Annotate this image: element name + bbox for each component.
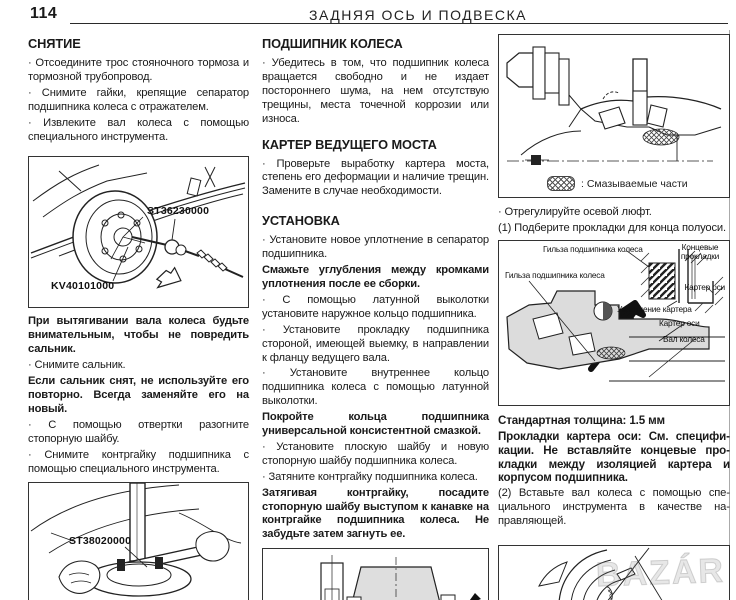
figure-locknut-tool xyxy=(28,482,249,600)
callout-end-shims: Концевые прокладки xyxy=(680,241,720,261)
install-step: · С помощью латунной выколотки установите наружное кольцо подшипника. xyxy=(262,293,489,320)
removal-bullet: · Снимите сальник. xyxy=(28,359,126,372)
adjust-step1: (1) Подберите прокладки для конца полуоси. xyxy=(498,221,726,234)
removal-bullet: · Снимите гайки, крепящие сепаратор подшипника колеса с отражателем. xyxy=(28,86,249,113)
install-note: Смажьте углубления между кромками уплотнения после ее сборки. xyxy=(262,264,489,290)
header-rule xyxy=(70,23,728,24)
caution-note: Если сальник снят, не используйте его повторно. Всегда заменяйте его на новый. xyxy=(28,375,249,415)
callout-case-seal: Уплотнение картера xyxy=(617,303,692,314)
tool-label: KV40101000 xyxy=(51,280,115,293)
install-step: · Установите новое уплотнение в сепаратор подшипника. xyxy=(262,234,489,261)
callout-case-inset: Картер оси xyxy=(684,281,725,292)
install-note: Затягивая контргайку, посадите стопорную шайбу выступом к канавке на контргайке подшипника колеса. Не забудьте затем загнуть ее. xyxy=(262,486,489,541)
section-heading-install: УСТАНОВКА xyxy=(262,213,340,229)
removal-bullet: · Отсоедините трос стояночного тормоза и тормозной трубопровод. xyxy=(28,57,249,83)
callout-sleeve-top: Гильза подшипника колеса xyxy=(543,243,643,254)
right-column xyxy=(498,34,730,600)
adjust-bullet: · Отрегулируйте осевой люфт. xyxy=(498,206,652,218)
install-step: · Установите прокладку подшипника стороной, имеющей выемку, в направлении к фланцу ведущего вала. xyxy=(262,323,489,364)
bazar-watermark: BAZÁR xyxy=(595,551,726,595)
install-step: · Установите внутреннее кольцо подшипника колеса с помощью латунной выколотки. xyxy=(262,367,489,408)
section-heading-axle-housing: КАРТЕР ВЕДУЩЕГО МОСТА xyxy=(262,136,437,152)
figure-lubrication-points xyxy=(498,34,730,198)
spec-shims: Прокладки картера оси: См. спецификации. Не вставляйте концевые прокладки между изоляцией картера и корпусом подшипника. xyxy=(498,429,730,485)
install-step: · Установите плоскую шайбу и новую стопорную шайбу подшипника колеса. xyxy=(262,440,489,467)
section-cutaway-drawing xyxy=(263,549,487,600)
locknut-tool-drawing xyxy=(29,483,247,600)
caution-note: При вытягивании вала колеса будьте внимательным, чтобы не повредить сальник. xyxy=(28,315,249,356)
figure-end-shims xyxy=(498,240,730,406)
figure-legend xyxy=(547,176,688,191)
removal-bullet: · Извлеките вал колеса с помощью специального инструмента. xyxy=(28,116,249,143)
left-column xyxy=(28,36,249,600)
figure-axle-pull xyxy=(28,156,249,308)
callout-wheel-shaft: Вал колеса xyxy=(663,333,705,344)
removal-bullet: · С помощью отвертки разогните стопорную шайбу. xyxy=(28,418,249,445)
page-title: ЗАДНЯЯ ОСЬ И ПОДВЕСКА xyxy=(309,7,527,23)
lubrication-drawing xyxy=(499,35,728,196)
install-step: · Затяните контргайку подшипника колеса. xyxy=(262,470,478,483)
install-note: Покройте кольца подшипника универсальной консистентной смазкой. xyxy=(262,411,489,438)
page-number: 114 xyxy=(30,5,58,22)
tool-label: ST36230000 xyxy=(147,205,210,218)
legend-label: : Смазываемые части xyxy=(581,177,688,190)
install-step2: (2) Вставьте вал колеса с помощью специального инструмента в качестве направляющей. xyxy=(498,487,730,528)
figure-section-cutaway xyxy=(262,548,489,600)
section-heading-bearing: ПОДШИПНИК КОЛЕСА xyxy=(262,36,403,51)
section-heading-removal: СНЯТИЕ xyxy=(28,36,81,51)
axle-housing-body: · Проверьте выработку картера моста, степень его деформации и наличие трещин. Замените в случае необходимости. xyxy=(262,157,489,198)
middle-column xyxy=(262,36,489,600)
bearing-body: · Убедитесь в том, что подшипник колеса вращается свободно и не издает постороннего шума, на нем отсутствую трещины, места точечной коррозии или износа. xyxy=(262,57,489,125)
callout-sleeve-left: Гильза подшипника колеса xyxy=(505,269,605,280)
crosshatch-swatch-icon xyxy=(547,176,575,191)
removal-bullet: · Снимите контргайку подшипника с помощью специального инструмента. xyxy=(28,448,249,475)
figure-hub-partial xyxy=(498,545,730,600)
callout-axle-case: Картер оси xyxy=(659,317,700,328)
spec-thickness: Стандартная толщина: 1.5 мм xyxy=(498,413,665,427)
tool-label: ST38020000 xyxy=(69,535,132,548)
